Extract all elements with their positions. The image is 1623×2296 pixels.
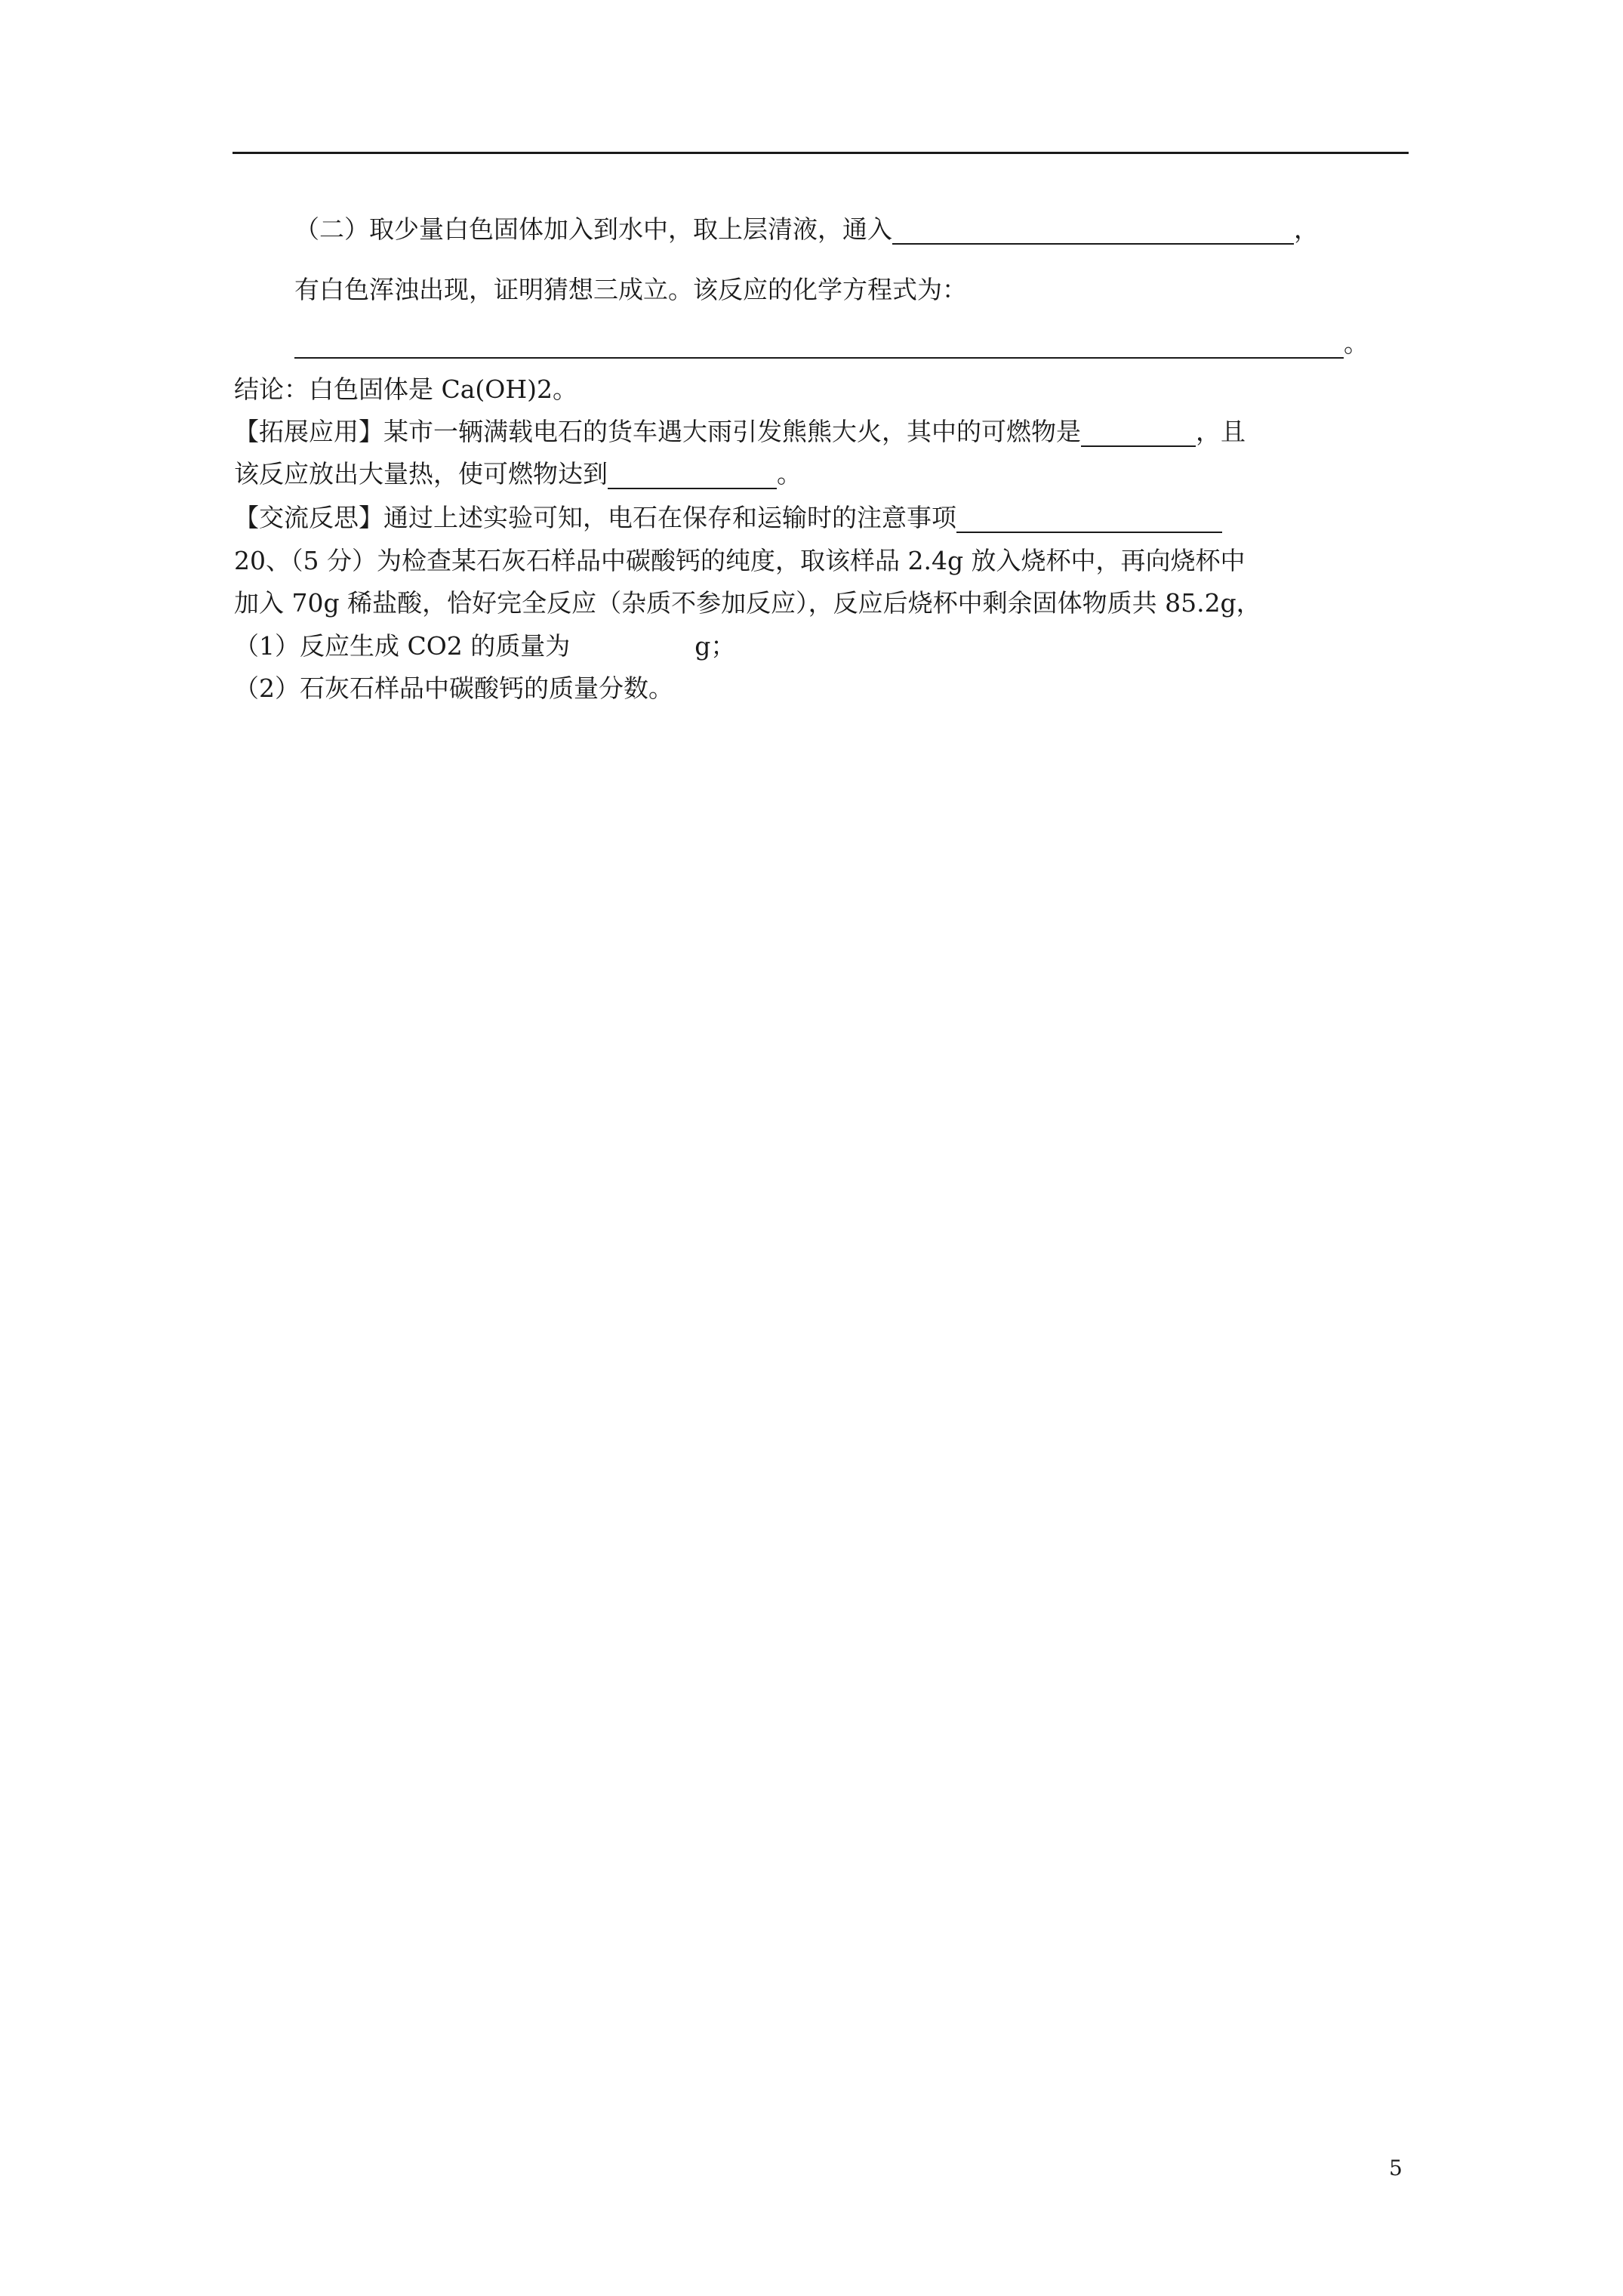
reflection-line	[234, 503, 1222, 533]
extension-suffix: ，且	[1196, 417, 1246, 446]
reflection-prefix: 【交流反思】通过上述实验可知，电石在保存和运输时的注意事项	[234, 503, 956, 532]
extension-line2-prefix: 该反应放出大量热，使可燃物达到	[234, 459, 608, 488]
answer-blank-combustible[interactable]	[1081, 420, 1196, 447]
q20-line1: 20、（5 分）为检查某石灰石样品中碳酸钙的纯度，取该样品 2.4g 放入烧杯中，再向烧杯中	[234, 546, 1246, 575]
answer-blank-gas[interactable]	[892, 217, 1294, 245]
part2-end: 。	[1344, 328, 1369, 358]
part2-line3	[294, 328, 1369, 359]
answer-blank-ignition[interactable]	[608, 462, 777, 489]
extension-line1	[234, 417, 1246, 447]
answer-blank-equation[interactable]	[294, 331, 1344, 359]
extension-prefix: 【拓展应用】某市一辆满载电石的货车遇大雨引发熊熊大火，其中的可燃物是	[234, 417, 1081, 446]
q20-sub2: （2）石灰石样品中碳酸钙的质量分数。	[234, 673, 673, 703]
part2-line1	[294, 214, 1319, 245]
q20-sub1	[234, 631, 735, 661]
q20-sub1-suffix: g；	[694, 631, 736, 661]
q20-line2: 加入 70g 稀盐酸，恰好完全反应（杂质不参加反应），反应后烧杯中剩余固体物质共 85.2g，	[234, 588, 1261, 618]
part2-suffix: ，	[1294, 214, 1319, 244]
q20-sub1-prefix: （1）反应生成 CO2 的质量为	[234, 631, 571, 661]
extension-line2	[234, 459, 802, 489]
part2-prefix: （二）取少量白色固体加入到水中，取上层清液，通入	[294, 214, 892, 244]
answer-blank-precautions[interactable]	[956, 506, 1222, 533]
header-rule	[233, 152, 1409, 154]
conclusion-line: 结论：白色固体是 Ca(OH)2。	[234, 374, 577, 404]
page-number: 5	[1389, 2156, 1403, 2180]
extension-line2-suffix: 。	[777, 459, 802, 488]
part2-line2: 有白色浑浊出现，证明猜想三成立。该反应的化学方程式为：	[294, 275, 967, 304]
